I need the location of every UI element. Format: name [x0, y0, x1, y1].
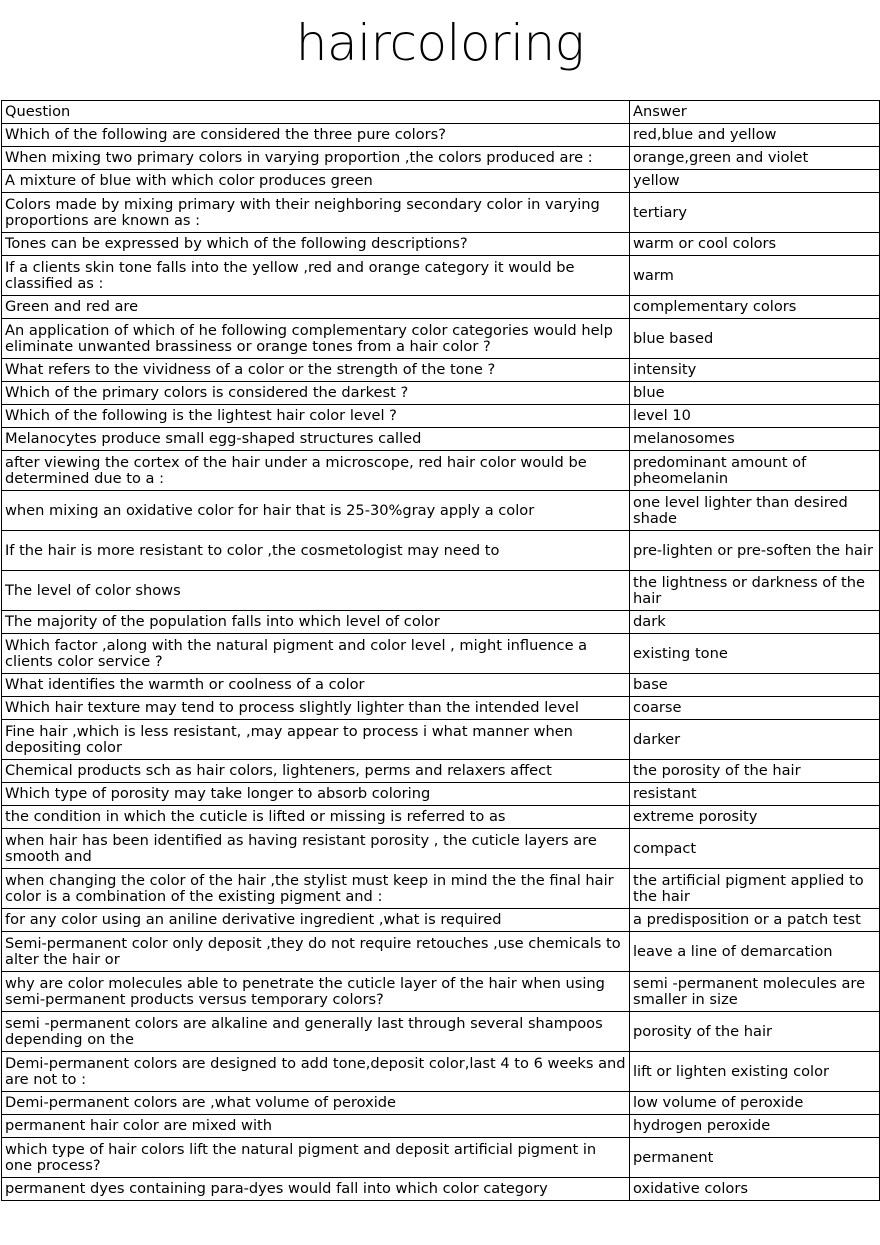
answer-cell: resistant	[630, 783, 880, 806]
answer-cell: warm or cool colors	[630, 233, 880, 256]
answer-cell: oxidative colors	[630, 1178, 880, 1201]
question-cell: If the hair is more resistant to color ,the cosmetologist may need to	[2, 531, 630, 571]
question-cell: The level of color shows	[2, 571, 630, 611]
question-cell: A mixture of blue with which color produces green	[2, 170, 630, 193]
answer-cell: base	[630, 674, 880, 697]
question-cell: When mixing two primary colors in varying proportion ,the colors produced are :	[2, 147, 630, 170]
page-title: haircoloring	[295, 14, 585, 72]
answer-cell: the porosity of the hair	[630, 760, 880, 783]
answer-cell: lift or lighten existing color	[630, 1052, 880, 1092]
table-row	[2, 296, 880, 319]
question-column-header: Question	[2, 101, 630, 124]
table-row	[2, 720, 880, 760]
answer-cell: level 10	[630, 405, 880, 428]
table-row	[2, 233, 880, 256]
answer-cell: blue	[630, 382, 880, 405]
table-row	[2, 319, 880, 359]
answer-cell: orange,green and violet	[630, 147, 880, 170]
question-cell: An application of which of he following complementary color categories would help eliminate unwanted brassiness or orange tones from a hair color ?	[2, 319, 630, 359]
answer-cell: leave a line of demarcation	[630, 932, 880, 972]
question-cell: the condition in which the cuticle is lifted or missing is referred to as	[2, 806, 630, 829]
question-cell: when changing the color of the hair ,the stylist must keep in mind the the final hair color is a combination of the existing pigment and :	[2, 869, 630, 909]
question-cell: permanent hair color are mixed with	[2, 1115, 630, 1138]
question-cell: Green and red are	[2, 296, 630, 319]
qa-table	[1, 100, 880, 1201]
table-row	[2, 1115, 880, 1138]
qa-table-body	[2, 101, 880, 1201]
question-cell: Which type of porosity may take longer to absorb coloring	[2, 783, 630, 806]
question-cell: Demi-permanent colors are ,what volume of peroxide	[2, 1092, 630, 1115]
question-cell: Melanocytes produce small egg-shaped structures called	[2, 428, 630, 451]
answer-cell: one level lighter than desired shade	[630, 491, 880, 531]
question-cell: Colors made by mixing primary with their neighboring secondary color in varying proportions are known as :	[2, 193, 630, 233]
table-row	[2, 359, 880, 382]
answer-cell: semi -permanent molecules are smaller in size	[630, 972, 880, 1012]
question-cell: when mixing an oxidative color for hair that is 25-30%gray apply a color	[2, 491, 630, 531]
table-row	[2, 451, 880, 491]
question-cell: The majority of the population falls into which level of color	[2, 611, 630, 634]
table-row	[2, 697, 880, 720]
table-row	[2, 909, 880, 932]
table-row	[2, 972, 880, 1012]
table-row	[2, 760, 880, 783]
answer-cell: darker	[630, 720, 880, 760]
question-cell: semi -permanent colors are alkaline and generally last through several shampoos depending on the	[2, 1012, 630, 1052]
question-cell: If a clients skin tone falls into the yellow ,red and orange category it would be classified as :	[2, 256, 630, 296]
answer-cell: yellow	[630, 170, 880, 193]
answer-cell: red,blue and yellow	[630, 124, 880, 147]
answer-cell: extreme porosity	[630, 806, 880, 829]
table-row	[2, 124, 880, 147]
table-row	[2, 147, 880, 170]
question-cell: What identifies the warmth or coolness of a color	[2, 674, 630, 697]
question-cell: which type of hair colors lift the natural pigment and deposit artificial pigment in one process?	[2, 1138, 630, 1178]
answer-cell: permanent	[630, 1138, 880, 1178]
table-header-row	[2, 101, 880, 124]
table-row	[2, 674, 880, 697]
answer-cell: dark	[630, 611, 880, 634]
question-cell: Which of the primary colors is considered the darkest ?	[2, 382, 630, 405]
answer-cell: coarse	[630, 697, 880, 720]
answer-cell: hydrogen peroxide	[630, 1115, 880, 1138]
question-cell: Which of the following are considered the three pure colors?	[2, 124, 630, 147]
question-cell: Semi-permanent color only deposit ,they do not require retouches ,use chemicals to alter the hair or	[2, 932, 630, 972]
question-cell: Which hair texture may tend to process slightly lighter than the intended level	[2, 697, 630, 720]
answer-cell: tertiary	[630, 193, 880, 233]
answer-cell: intensity	[630, 359, 880, 382]
table-row	[2, 806, 880, 829]
table-row	[2, 932, 880, 972]
table-row	[2, 611, 880, 634]
question-cell: Chemical products sch as hair colors, lighteners, perms and relaxers affect	[2, 760, 630, 783]
table-row	[2, 1012, 880, 1052]
answer-cell: pre-lighten or pre-soften the hair	[630, 531, 880, 571]
table-row	[2, 193, 880, 233]
table-row	[2, 1052, 880, 1092]
answer-cell: the lightness or darkness of the hair	[630, 571, 880, 611]
answer-cell: complementary colors	[630, 296, 880, 319]
table-row	[2, 1138, 880, 1178]
table-row	[2, 491, 880, 531]
table-row	[2, 634, 880, 674]
table-row	[2, 531, 880, 571]
question-cell: Which of the following is the lightest hair color level ?	[2, 405, 630, 428]
answer-cell: the artificial pigment applied to the hair	[630, 869, 880, 909]
table-row	[2, 170, 880, 193]
question-cell: why are color molecules able to penetrate the cuticle layer of the hair when using semi-permanent products versus temporary colors?	[2, 972, 630, 1012]
answer-cell: porosity of the hair	[630, 1012, 880, 1052]
question-cell: permanent dyes containing para-dyes would fall into which color category	[2, 1178, 630, 1201]
question-cell: when hair has been identified as having resistant porosity , the cuticle layers are smooth and	[2, 829, 630, 869]
table-row	[2, 571, 880, 611]
question-cell: Which factor ,along with the natural pigment and color level , might influence a clients color service ?	[2, 634, 630, 674]
question-cell: for any color using an aniline derivative ingredient ,what is required	[2, 909, 630, 932]
answer-cell: compact	[630, 829, 880, 869]
question-cell: Tones can be expressed by which of the following descriptions?	[2, 233, 630, 256]
answer-cell: existing tone	[630, 634, 880, 674]
table-row	[2, 1178, 880, 1201]
table-row	[2, 405, 880, 428]
answer-cell: predominant amount of pheomelanin	[630, 451, 880, 491]
answer-cell: a predisposition or a patch test	[630, 909, 880, 932]
table-row	[2, 428, 880, 451]
answer-column-header: Answer	[630, 101, 880, 124]
table-row	[2, 869, 880, 909]
question-cell: What refers to the vividness of a color or the strength of the tone ?	[2, 359, 630, 382]
table-row	[2, 829, 880, 869]
question-cell: Fine hair ,which is less resistant, ,may appear to process i what manner when depositing color	[2, 720, 630, 760]
answer-cell: blue based	[630, 319, 880, 359]
table-row	[2, 783, 880, 806]
question-cell: Demi-permanent colors are designed to add tone,deposit color,last 4 to 6 weeks and are not to :	[2, 1052, 630, 1092]
table-row	[2, 1092, 880, 1115]
answer-cell: melanosomes	[630, 428, 880, 451]
table-row	[2, 382, 880, 405]
table-row	[2, 256, 880, 296]
answer-cell: low volume of peroxide	[630, 1092, 880, 1115]
answer-cell: warm	[630, 256, 880, 296]
question-cell: after viewing the cortex of the hair under a microscope, red hair color would be determined due to a :	[2, 451, 630, 491]
